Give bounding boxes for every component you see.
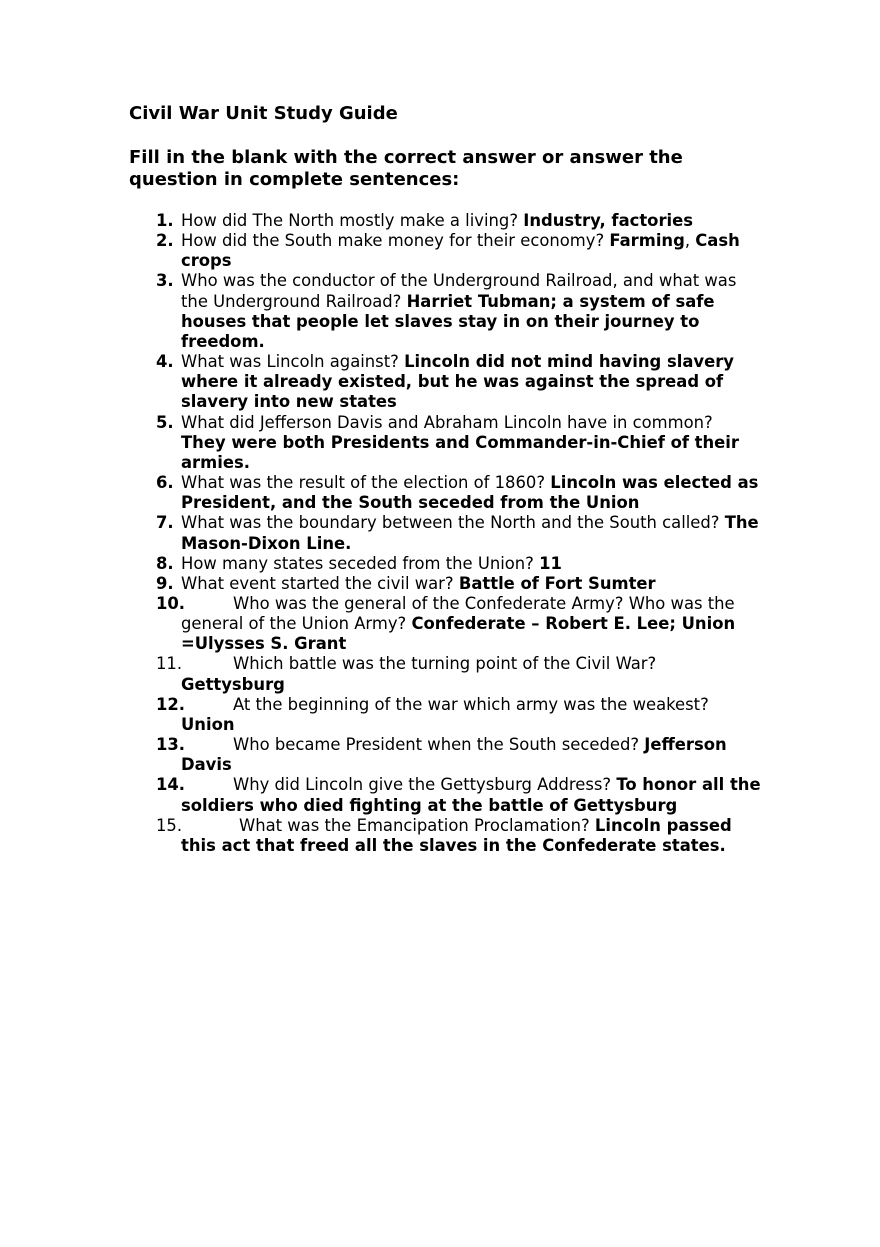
question-text: Who was the conductor of the Underground Railroad, and what was the Underground Railroad? <box>181 271 737 311</box>
answer-text-2: Cash crops <box>181 231 740 271</box>
question-number: 12. <box>156 694 186 714</box>
answer-text: They were both Presidents and Commander-in-Chief of their armies. <box>181 432 739 472</box>
question-item <box>0 574 761 594</box>
answer-text: Jefferson Davis <box>181 735 727 775</box>
question-number: 6. <box>156 473 174 493</box>
question-number: 11. <box>156 654 183 674</box>
instructions: Fill in the blank with the correct answer or answer the question in complete sentences: <box>129 147 683 190</box>
answer-separator: , <box>684 231 696 251</box>
question-text: How many states seceded from the Union? <box>181 553 540 573</box>
question-item <box>0 211 761 231</box>
question-text: What was the boundary between the North and the South called? <box>181 513 725 533</box>
answer-text: The Mason-Dixon Line. <box>181 513 759 553</box>
question-text: Who was the general of the Confederate Army? Who was the general of the Union Army? <box>181 593 735 634</box>
question-text: Which battle was the turning point of the Civil War? <box>233 654 657 674</box>
question-item <box>0 654 761 694</box>
question-number: 14. <box>156 775 186 795</box>
question-number: 7. <box>156 513 174 533</box>
question-text: What was Lincoln against? <box>181 352 405 372</box>
answer-text: Gettysburg <box>181 674 285 694</box>
question-item <box>0 594 761 654</box>
question-text: What did Jefferson Davis and Abraham Lincoln have in common? <box>181 412 713 432</box>
question-text: How did The North mostly make a living? <box>181 211 524 230</box>
question-number: 13. <box>156 735 186 755</box>
question-item <box>0 352 761 412</box>
answer-text: Lincoln passed this act that freed all the slaves in the Confederate states. <box>181 815 732 855</box>
answer-text: To honor all the soldiers who died fighting at the battle of Gettysburg <box>181 775 761 815</box>
question-text: At the beginning of the war which army was the weakest? <box>233 694 709 714</box>
question-number: 9. <box>156 573 174 593</box>
question-item <box>0 473 761 513</box>
question-list <box>0 211 761 856</box>
question-text: What was the result of the election of 1860? <box>181 473 551 493</box>
question-item <box>0 695 761 735</box>
question-item <box>0 816 761 856</box>
question-item <box>0 413 761 473</box>
answer-text: Union <box>181 714 235 734</box>
question-item <box>0 775 761 815</box>
answer-text: Industry, factories <box>523 211 694 230</box>
question-text: Who became President when the South seceded? <box>233 735 645 755</box>
document-title: Civil War Unit Study Guide <box>129 103 398 124</box>
answer-text: Confederate – Robert E. Lee; Union =Ulysses S. Grant <box>181 614 736 654</box>
question-text: What was the Emancipation Proclamation? <box>239 815 595 835</box>
question-item <box>0 513 761 553</box>
answer-text: Harriet Tubman; a system of safe houses that people let slaves stay in on their journey to freedom. <box>181 291 715 351</box>
question-number: 15. <box>156 815 183 835</box>
answer-text: Farming <box>609 231 685 251</box>
question-item <box>0 735 761 775</box>
question-number: 5. <box>156 412 174 432</box>
question-item <box>0 554 761 574</box>
answer-text: Lincoln did not mind having slavery where it already existed, but he was against the spread of slavery into new states <box>181 352 734 412</box>
question-text: What event started the civil war? <box>181 573 459 593</box>
question-number: 2. <box>156 231 174 251</box>
question-text: Why did Lincoln give the Gettysburg Address? <box>233 775 617 795</box>
question-number: 1. <box>156 211 174 230</box>
question-item <box>0 231 761 271</box>
question-number: 4. <box>156 352 174 372</box>
question-item <box>0 271 761 352</box>
answer-text: 11 <box>539 553 562 573</box>
question-number: 3. <box>156 271 174 291</box>
answer-text: Lincoln was elected as President, and the South seceded from the Union <box>181 473 759 513</box>
question-number: 8. <box>156 553 174 573</box>
question-number: 10. <box>156 593 186 613</box>
answer-text: Battle of Fort Sumter <box>458 573 656 593</box>
question-text: How did the South make money for their economy? <box>181 231 610 251</box>
